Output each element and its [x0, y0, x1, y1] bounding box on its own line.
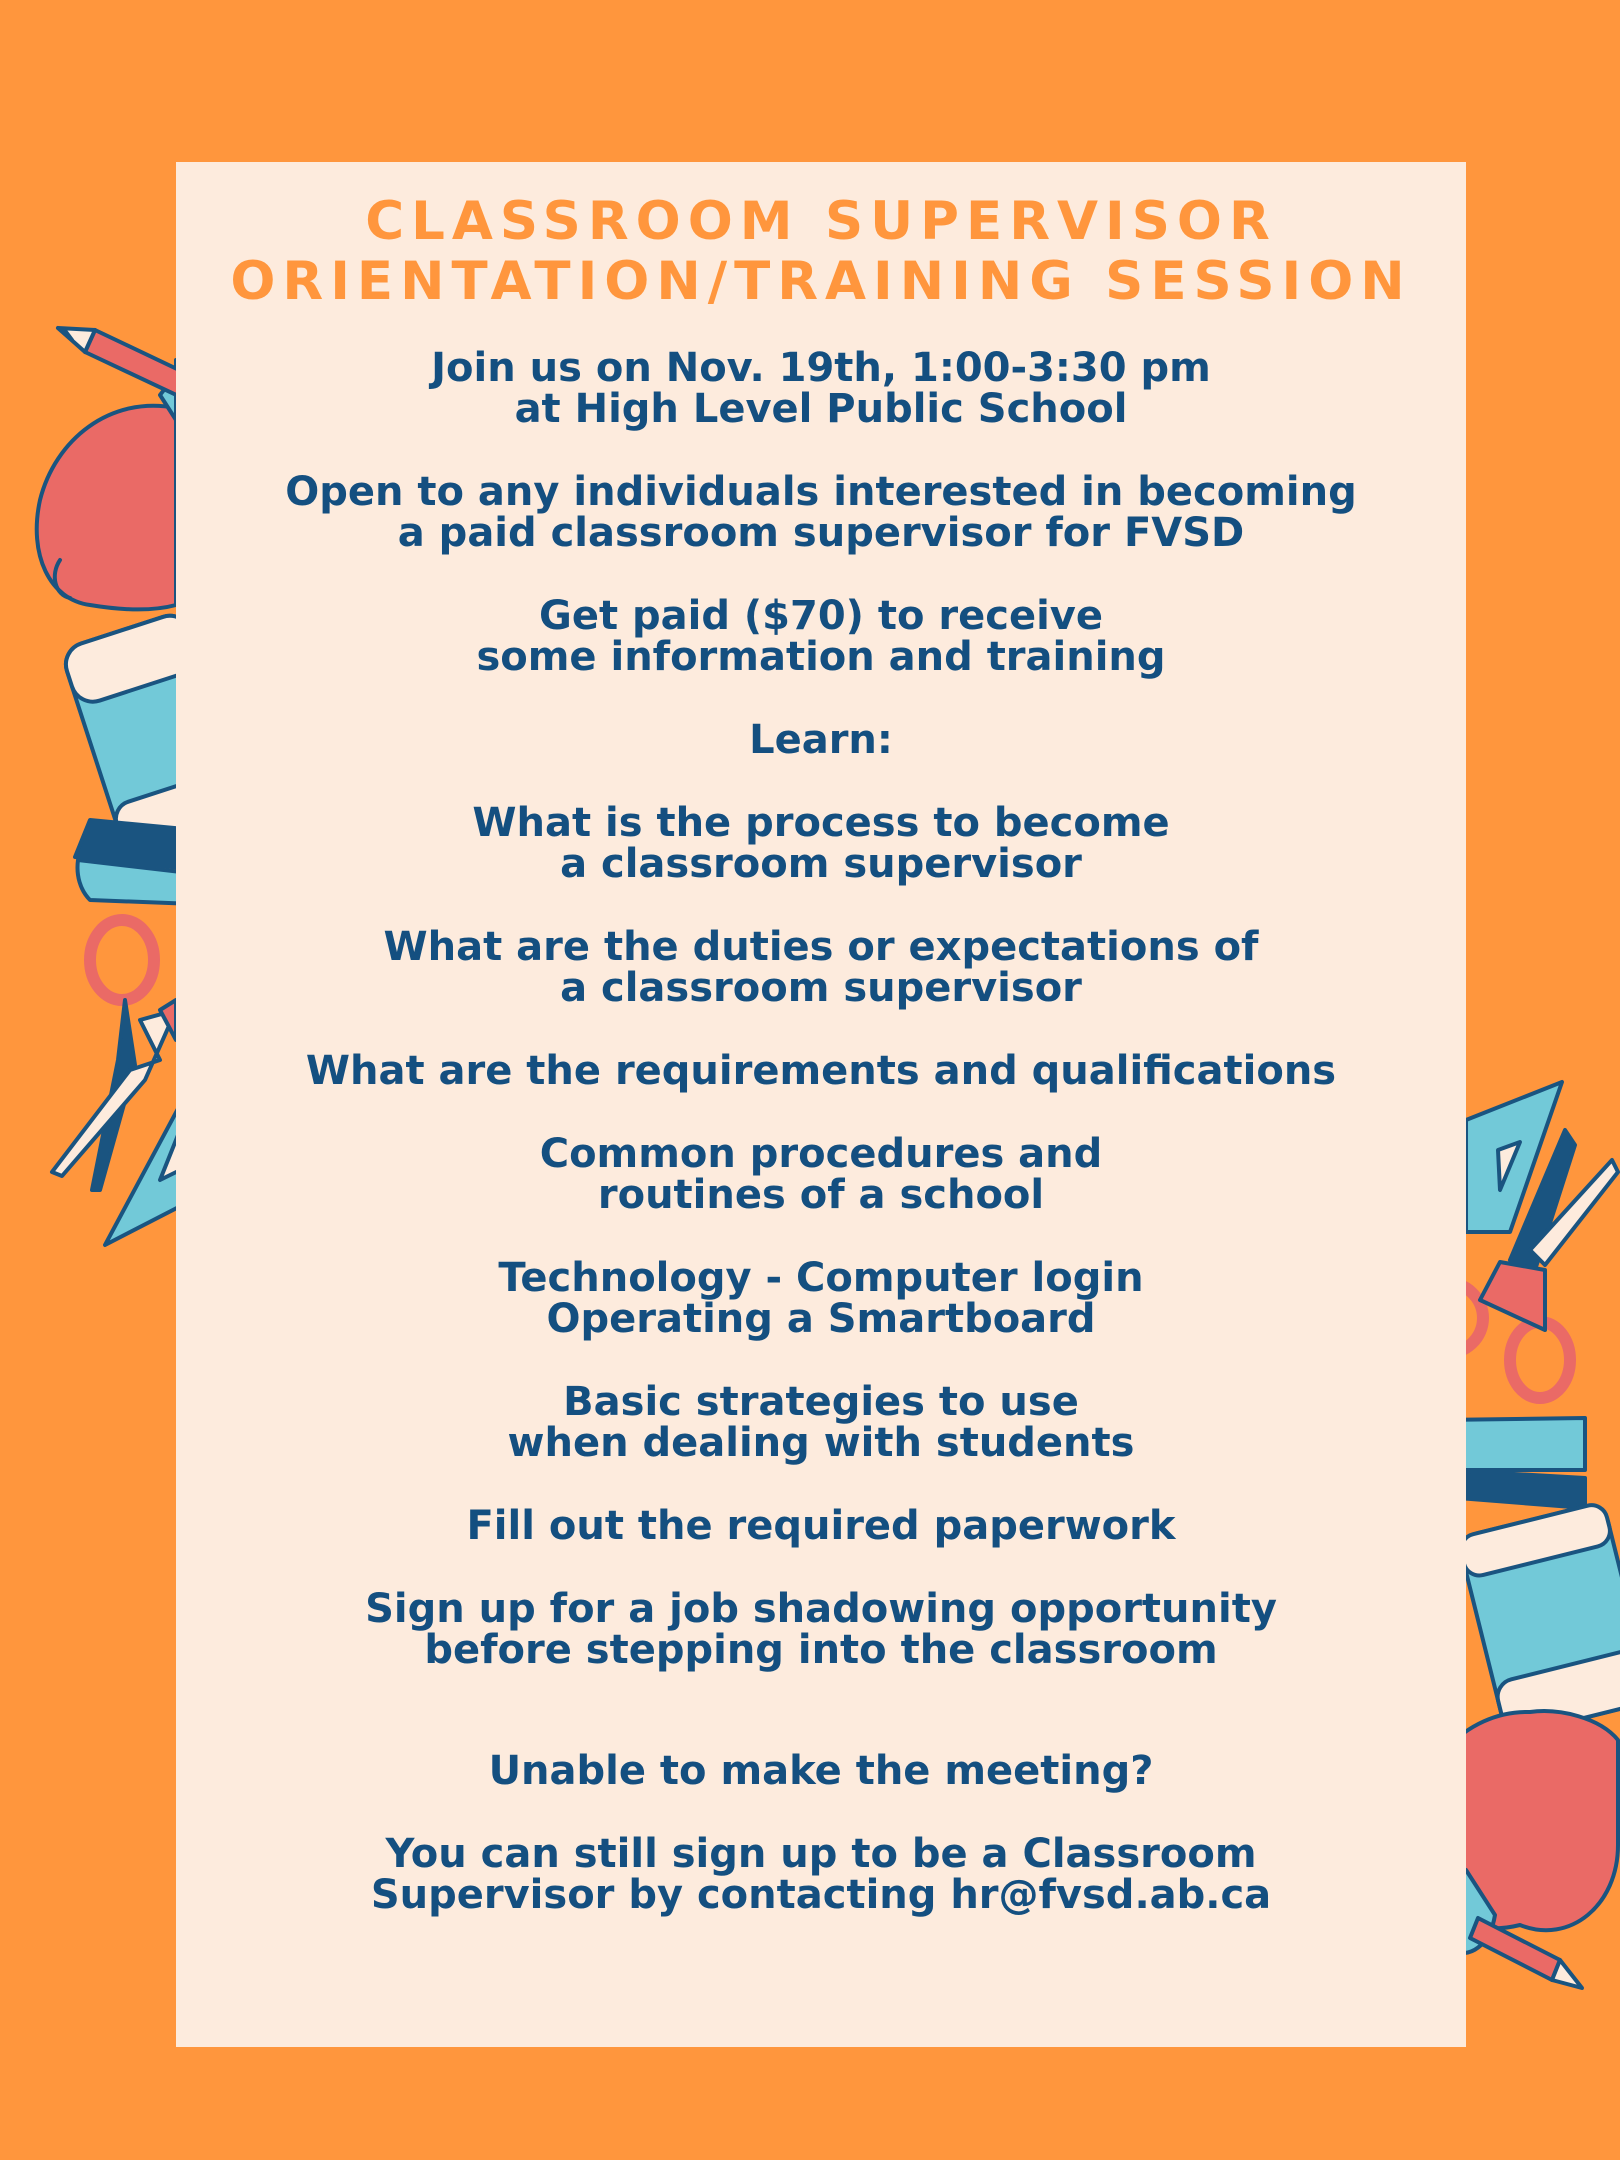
text-line: a classroom supervisor — [560, 841, 1082, 887]
apple-icon — [37, 360, 177, 610]
text-line: Common procedures and — [539, 1131, 1103, 1177]
flyer-title — [176, 192, 1466, 312]
text-line: routines of a school — [597, 1172, 1045, 1218]
text-line: What are the requirements and qualifications — [305, 1048, 1337, 1094]
text-line: Get paid ($70) to receive — [538, 593, 1104, 639]
text-line: when dealing with students — [507, 1420, 1135, 1466]
learn-item — [176, 1379, 1466, 1466]
text-line: What are the duties or expectations of — [383, 924, 1259, 970]
text-line: Supervisor by contacting hr@fvsd.ab.ca — [370, 1872, 1272, 1918]
learn-item — [176, 1048, 1466, 1094]
text-line: Basic strategies to use — [563, 1379, 1079, 1425]
text-line: Join us on Nov. 19th, 1:00-3:30 pm — [431, 345, 1211, 391]
learn-item — [176, 924, 1466, 1011]
flyer-card — [176, 162, 1466, 2047]
learn-item — [176, 1586, 1466, 1673]
text-line: some information and training — [476, 634, 1166, 680]
text-line: Open to any individuals interested in becoming — [285, 469, 1357, 515]
title-line: ORIENTATION/TRAINING SESSION — [230, 251, 1412, 312]
text-line: Technology - Computer login — [498, 1255, 1144, 1301]
text-line: a paid classroom supervisor for FVSD — [397, 510, 1245, 556]
text-line: Unable to make the meeting? — [488, 1748, 1154, 1794]
payment-info — [176, 593, 1466, 680]
text-line: a classroom supervisor — [560, 965, 1082, 1011]
text-line: before stepping into the classroom — [424, 1627, 1218, 1673]
learn-item — [176, 1131, 1466, 1218]
text-line: Learn: — [749, 717, 893, 763]
learn-item — [176, 1503, 1466, 1549]
text-line: Sign up for a job shadowing opportunity — [365, 1586, 1277, 1632]
contact-info — [176, 1831, 1466, 1918]
text-line: at High Level Public School — [514, 386, 1128, 432]
learn-heading — [176, 717, 1466, 763]
text-line: What is the process to become — [472, 800, 1170, 846]
eraser-icon — [1458, 1502, 1620, 1737]
title-line: CLASSROOM SUPERVISOR — [365, 191, 1277, 252]
eligibility — [176, 469, 1466, 556]
date-location — [176, 345, 1466, 432]
text-line: You can still sign up to be a Classroom — [385, 1831, 1257, 1877]
learn-item — [176, 1255, 1466, 1342]
text-line: Fill out the required paperwork — [466, 1503, 1176, 1549]
unable-question — [176, 1748, 1466, 1794]
text-line: Operating a Smartboard — [546, 1296, 1096, 1342]
learn-item — [176, 800, 1466, 887]
